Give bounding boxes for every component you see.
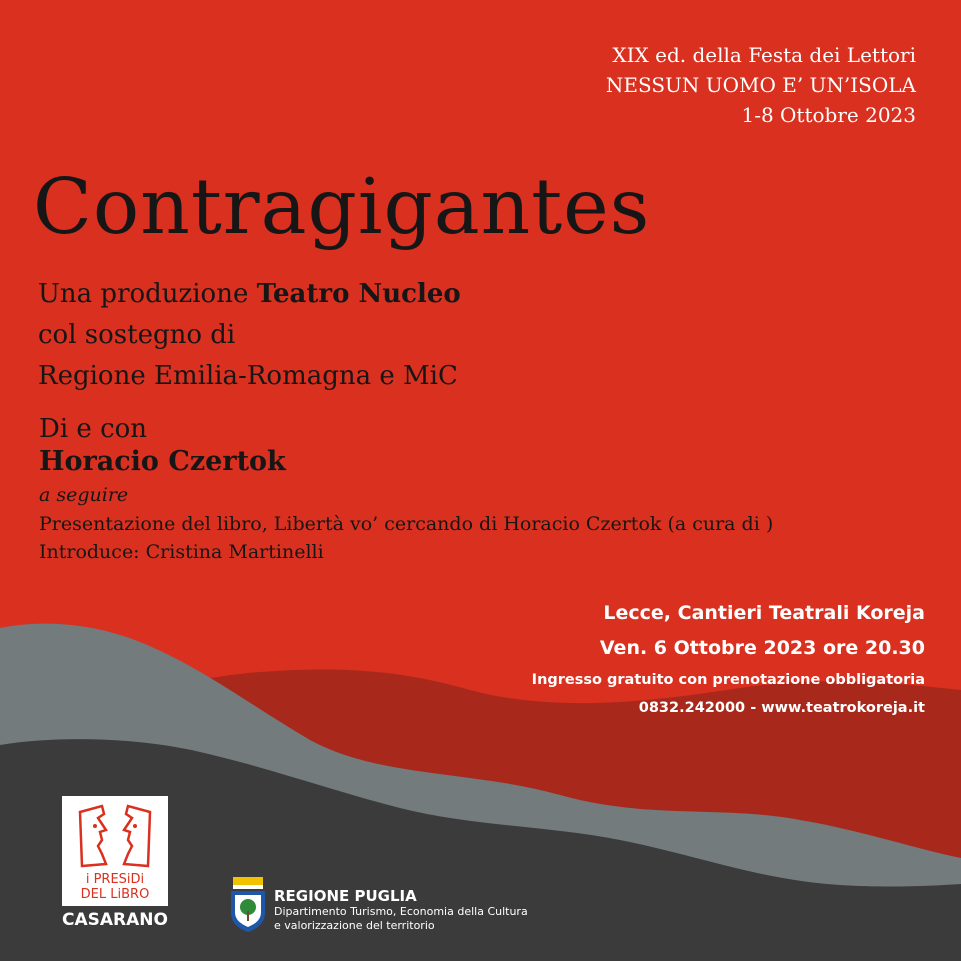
event-venue: Lecce, Cantieri Teatrali Koreja <box>603 602 925 624</box>
regione-puglia-crest-icon <box>229 877 267 933</box>
event-datetime: Ven. 6 Ottobre 2023 ore 20.30 <box>599 637 925 659</box>
by-and-with-label: Di e con <box>39 414 148 444</box>
presidi-logo <box>59 796 171 930</box>
festival-info <box>606 40 916 130</box>
puglia-dept-line1: Dipartimento Turismo, Economia della Cultura <box>274 905 528 918</box>
festival-theme: NESSUN UOMO E’ UN’ISOLA <box>605 73 916 97</box>
production-company: Teatro Nucleo <box>256 279 461 309</box>
puglia-title: REGIONE PUGLIA <box>274 887 417 905</box>
credits <box>39 414 773 566</box>
show-title: Contragigantes <box>33 163 651 252</box>
puglia-dept-line2: e valorizzazione del territorio <box>274 919 435 932</box>
following-label: a seguire <box>39 484 129 506</box>
event-entry: Ingresso gratuito con prenotazione obbligatoria <box>531 672 925 688</box>
festival-dates: 1-8 Ottobre 2023 <box>741 103 916 127</box>
regione-puglia-text <box>274 887 528 933</box>
festival-edition: XIX ed. della Festa dei Lettori <box>612 43 916 67</box>
presidi-line1: i PRESiDi <box>85 872 145 887</box>
support-sponsors: Regione Emilia-Romagna e MiC <box>38 361 458 391</box>
facing-faces-icon <box>62 802 168 872</box>
production-info <box>38 274 461 397</box>
presidi-wordmark <box>62 872 168 902</box>
production-prefix: Una produzione <box>38 279 257 309</box>
support-label: col sostegno di <box>38 320 236 350</box>
presidi-line2: DEL LiBRO <box>80 887 150 902</box>
book-presentation: Presentazione del libro, Libertà vo’ cercando di Horacio Czertok (a cura di ) <box>39 513 774 535</box>
author-name: Horacio Czertok <box>39 446 286 477</box>
event-contact: 0832.242000 - www.teatrokoreja.it <box>638 700 925 716</box>
introducer: Introduce: Cristina Martinelli <box>39 541 324 563</box>
presidi-city: CASARANO <box>62 910 168 930</box>
presidi-logo-box <box>62 796 168 906</box>
production-line <box>38 274 461 315</box>
event-info <box>532 596 925 722</box>
